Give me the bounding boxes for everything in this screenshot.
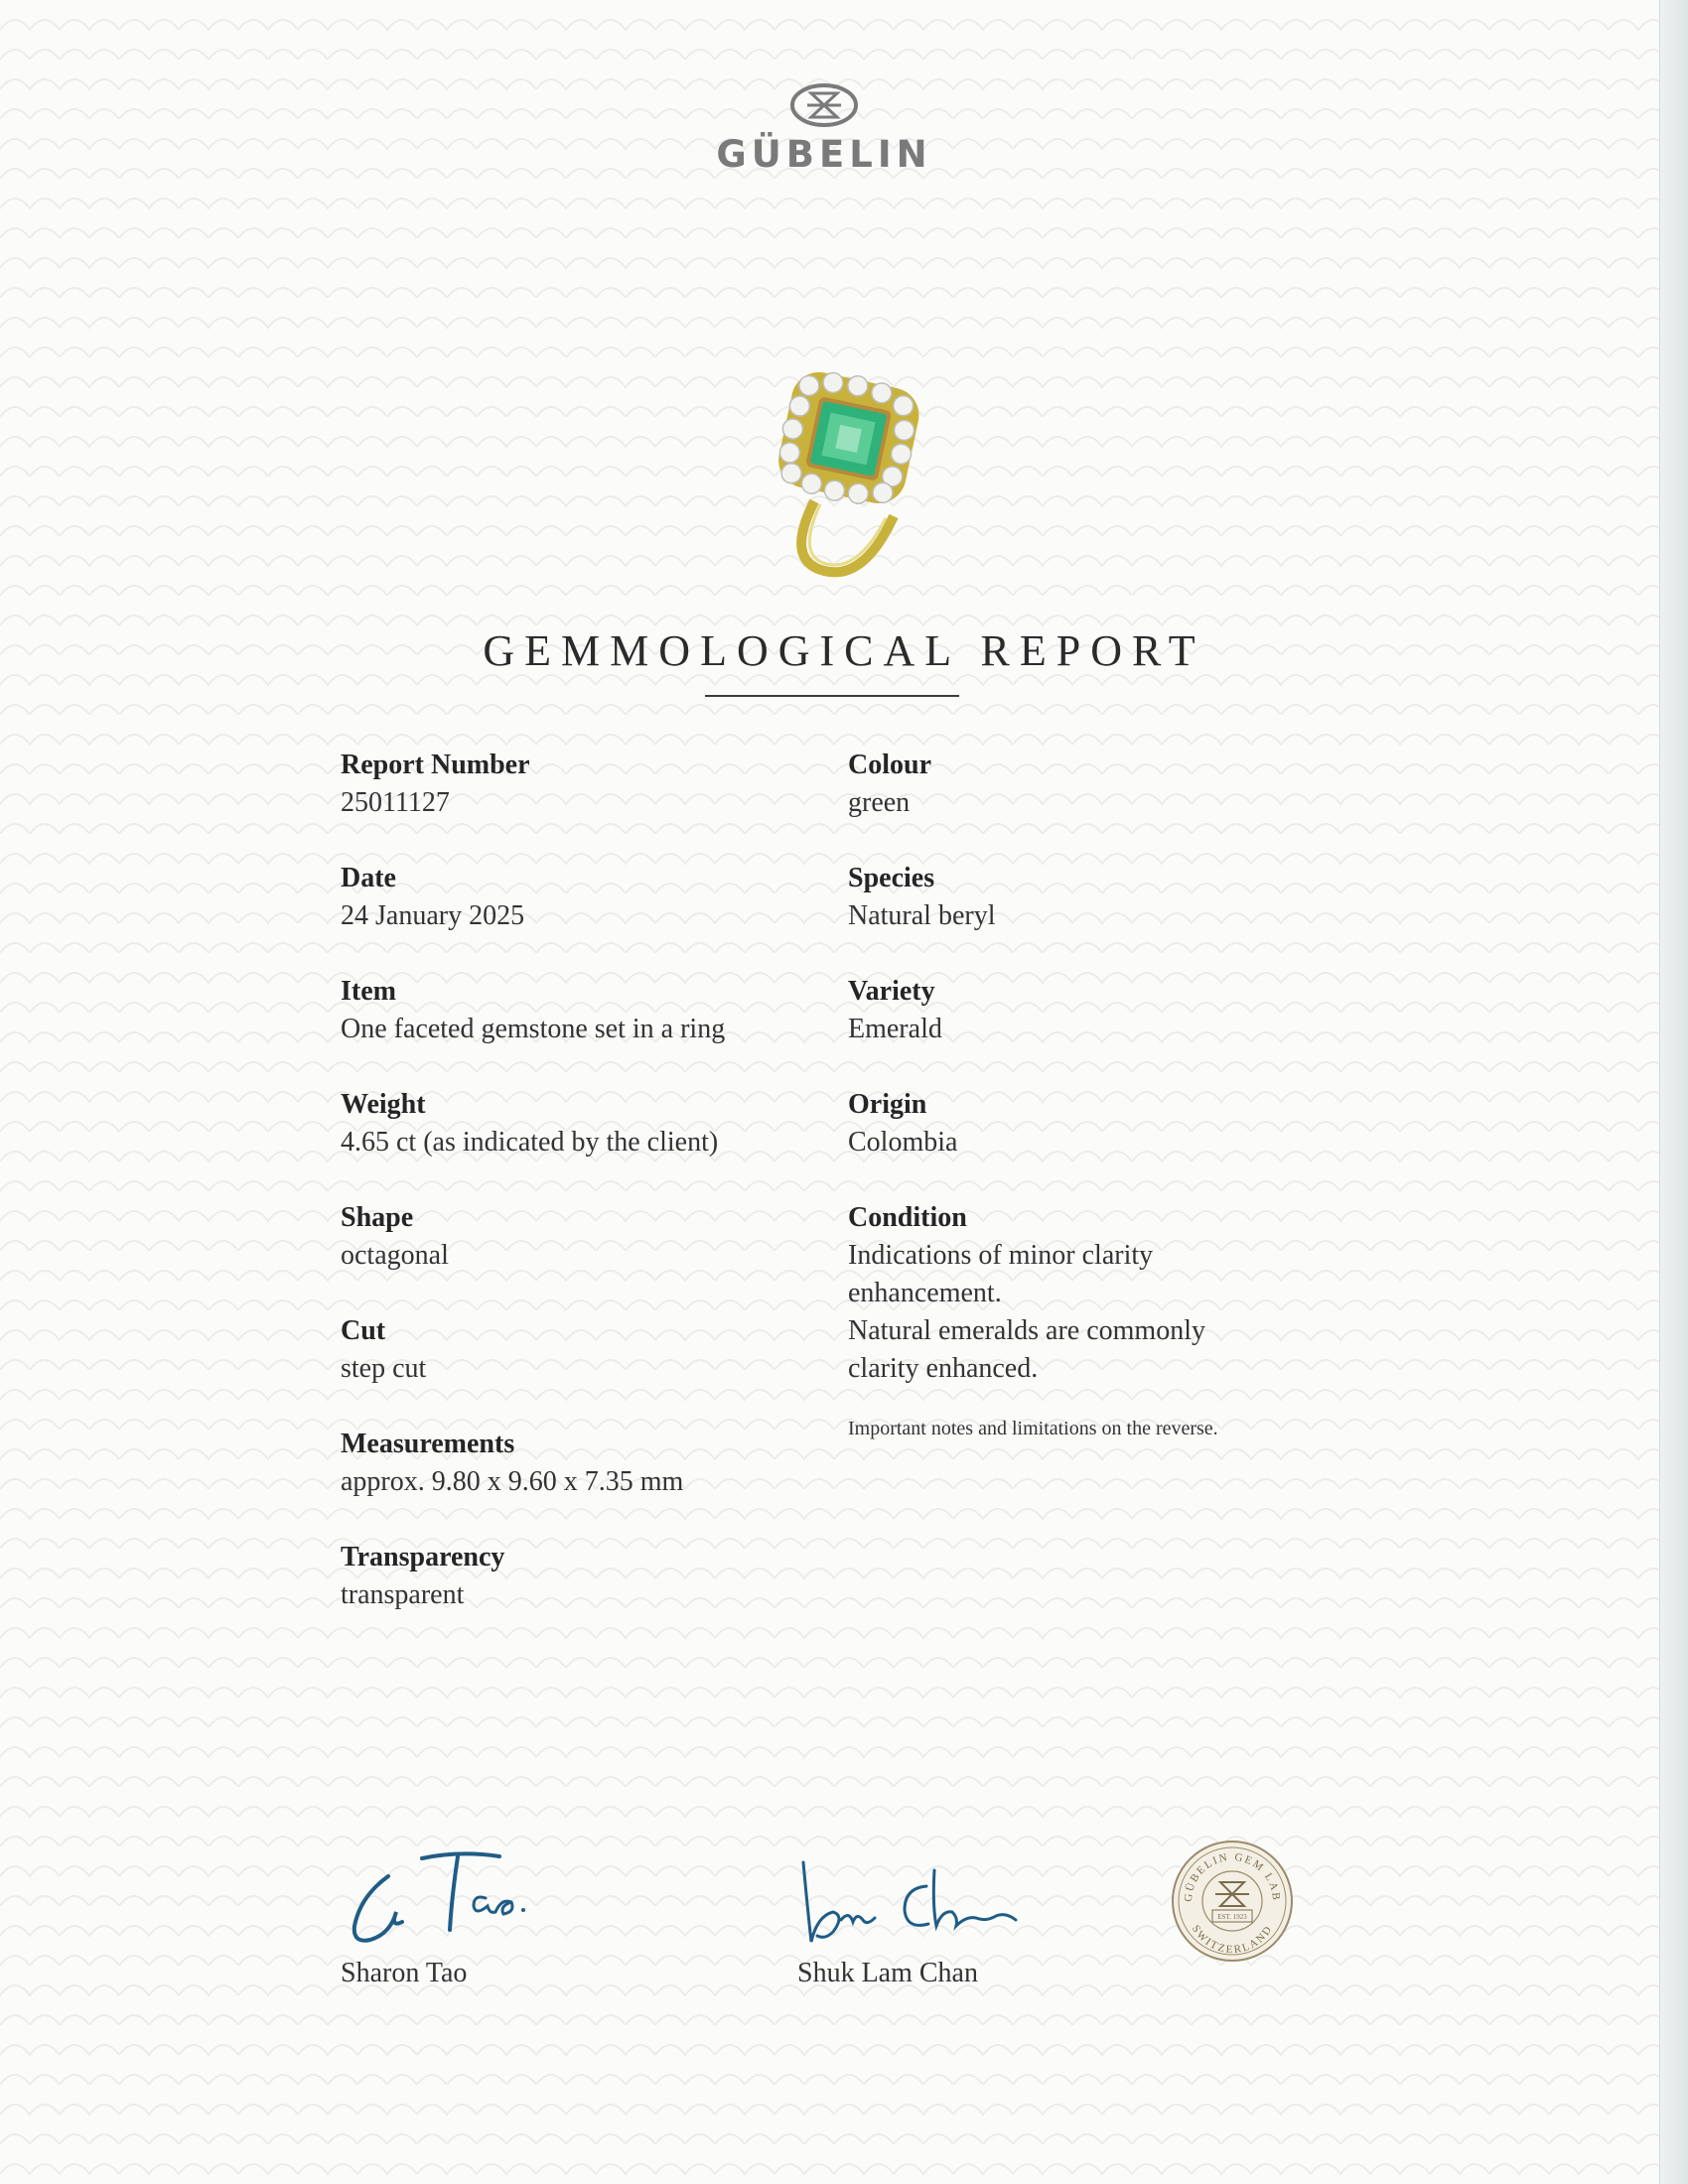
field-value-line: clarity enhanced.: [848, 1353, 1039, 1384]
field-value: 4.65 ct (as indicated by the client): [341, 1127, 719, 1158]
gem-lab-seal: [1170, 1839, 1295, 1964]
field-value: transparent: [341, 1579, 465, 1610]
field-label: Condition: [848, 1202, 967, 1233]
field-value: One faceted gemstone set in a ring: [341, 1014, 726, 1044]
field-cut: [341, 1312, 817, 1388]
field-variety: [848, 973, 1305, 1048]
field-date: [341, 860, 817, 935]
brand-logo: [685, 81, 963, 176]
field-label: Cut: [341, 1315, 386, 1346]
field-value: Emerald: [848, 1014, 942, 1044]
field-label: Date: [341, 863, 396, 893]
field-value: 24 January 2025: [341, 900, 525, 931]
signature-image: [797, 1846, 1036, 1956]
left-fields-column: [341, 747, 817, 1652]
field-value: green: [848, 787, 911, 818]
field-shape: [341, 1199, 817, 1275]
field-value: Colombia: [848, 1127, 958, 1158]
field-label: Variety: [848, 976, 935, 1007]
field-value: step cut: [341, 1353, 427, 1384]
field-weight: [341, 1086, 817, 1161]
field-value: approx. 9.80 x 9.60 x 7.35 mm: [341, 1466, 684, 1497]
field-item: [341, 973, 817, 1048]
seal-bottom-text: SWITZERLAND: [1189, 1923, 1276, 1957]
seal-est-text: EST. 1923: [1217, 1913, 1247, 1921]
field-origin: [848, 1086, 1305, 1161]
signatory-name: Shuk Lam Chan: [797, 1958, 978, 1988]
field-colour: [848, 747, 1305, 822]
brand-name: GÜBELIN: [716, 133, 932, 176]
signature-block-right: [797, 1846, 1036, 1989]
signatory-name: Sharon Tao: [341, 1958, 468, 1988]
field-value: Natural beryl: [848, 900, 996, 931]
field-label: Report Number: [341, 750, 530, 780]
field-species: [848, 860, 1305, 935]
field-label: Shape: [341, 1202, 414, 1233]
field-condition: [848, 1199, 1305, 1388]
field-report-number: [341, 747, 817, 822]
field-label: Weight: [341, 1089, 426, 1120]
field-value-line: enhancement.: [848, 1278, 1002, 1308]
signature-block-left: [341, 1846, 569, 1989]
ring-photo: [755, 367, 943, 581]
field-label: Colour: [848, 750, 931, 780]
title-underline: [705, 695, 959, 697]
reverse-note: Important notes and limitations on the reverse.: [848, 1418, 1218, 1439]
field-label: Item: [341, 976, 396, 1007]
signature-image: [341, 1846, 569, 1956]
field-label: Origin: [848, 1089, 927, 1120]
field-transparency: [341, 1539, 817, 1614]
hourglass-logo-icon: [789, 81, 859, 129]
right-fields-column: [848, 747, 1305, 1440]
field-value-line: Indications of minor clarity: [848, 1240, 1154, 1271]
field-label: Measurements: [341, 1429, 515, 1459]
field-value-line: Natural emeralds are commonly: [848, 1315, 1205, 1346]
seal-top-text: GÜBELIN GEM LAB: [1182, 1850, 1283, 1903]
field-value: octagonal: [341, 1240, 449, 1271]
field-value: 25011127: [341, 787, 450, 818]
field-label: Transparency: [341, 1542, 505, 1572]
report-title: GEMMOLOGICAL REPORT: [483, 626, 1205, 675]
field-label: Species: [848, 863, 935, 893]
field-measurements: [341, 1426, 817, 1501]
